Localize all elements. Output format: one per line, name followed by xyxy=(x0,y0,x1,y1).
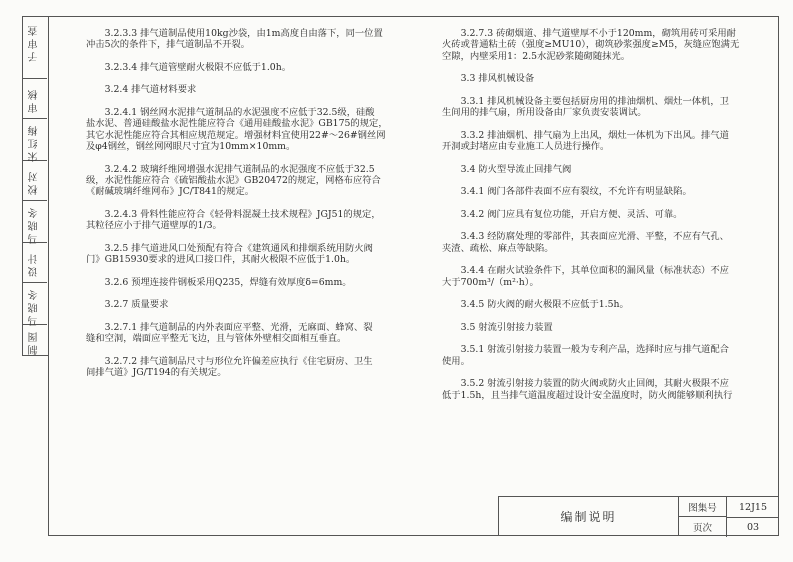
sidebar-cell-drawing xyxy=(23,325,47,356)
paragraph-line: 3.3.2 排油烟机、排气扇为上出风，烟灶一体机为下出风。排气道 xyxy=(460,129,729,141)
paragraph-line: 大于700m³/（m²·h）。 xyxy=(442,276,539,288)
paragraph-line: 3.2.5 排气道进风口处预配有符合《建筑通风和排烟系统用防火阀 xyxy=(104,242,373,254)
paragraph-line: 盐水泥、普通硅酸盐水泥性能应符合《通用硅酸盐水泥》GB175的规定， xyxy=(86,118,388,130)
paragraph-line: 3.2.7.1 排气道制品的内外表面应平整、光滑，无麻面、蜂窝、裂 xyxy=(104,321,373,333)
paragraph-line: 3.2.4.1 钢丝网水泥排气道制品的水泥强度不应低于32.5级，硅酸 xyxy=(104,107,375,119)
paragraph-line: 空隙，内壁采用1：2.5水泥砂浆随砌随抹光。 xyxy=(442,50,631,62)
paragraph-line: 3.2.3.3 排气道制品使用10kg沙袋，由1m高度自由落下，同一位置 xyxy=(104,28,383,39)
paragraph-line: 夹渣、疏松、麻点等缺陷。 xyxy=(442,242,554,254)
paragraph-line: 其粒径应小于排气道壁厚的1/3。 xyxy=(86,220,222,232)
page-number-value: 03 xyxy=(746,521,760,533)
paragraph-line: 低于1.5h，且当排气道温度超过设计安全温度时，防火阀能够顺利执行 xyxy=(442,389,733,401)
section-heading: 3.2.4 排气道材料要求 xyxy=(104,84,197,96)
paragraph-line: 及φ4钢丝，钢丝网网眼尺寸宜为10mm×10mm。 xyxy=(86,140,296,152)
title-block xyxy=(498,496,779,536)
signature-strip xyxy=(22,16,48,356)
paragraph-line: 3.2.4.2 玻璃纤维网增强水泥排气道制品的水泥强度不应低于32.5 xyxy=(104,163,375,175)
atlas-number-value: 12J15 xyxy=(727,497,779,518)
sidebar-cell-design-name xyxy=(23,283,47,325)
paragraph-line: 其它水泥性能应符合其相应规范规定。增强材料宜使用22#～26#钢丝网 xyxy=(86,129,386,141)
paragraph-line: 3.2.7.3 砖砌烟道、排气道壁厚不小于120mm，砌筑用砖可采用耐 xyxy=(460,28,736,39)
paragraph-line: 3.2.4.3 骨料性能应符合《轻骨料混凝土技术规程》JGJ51的规定， xyxy=(104,208,381,220)
right-text-column xyxy=(442,28,758,401)
section-heading: 3.3 排风机械设备 xyxy=(460,73,535,85)
sidebar-cell-check-name xyxy=(23,201,47,243)
sidebar-label: 制图 xyxy=(29,329,40,355)
sidebar-label: 马晓冬 xyxy=(29,287,40,326)
section-heading: 3.5 射流引射接力装置 xyxy=(460,321,553,333)
paragraph-line: 3.5.2 射流引射接力装置的防火阀或防火止回阀，其耐火极限不应 xyxy=(460,378,729,390)
paragraph-line: 3.4.1 阀门各部件表面不应有裂纹，不允许有明显缺陷。 xyxy=(460,186,692,198)
section-heading: 3.2.7 质量要求 xyxy=(104,299,169,311)
sidebar-label: 子审查 xyxy=(29,23,40,62)
sidebar-label: 设计 xyxy=(29,251,40,277)
paragraph-line: 开洞或封堵应由专业施工人员进行操作。 xyxy=(442,140,610,152)
sidebar-cell-reviewer xyxy=(23,17,47,79)
paragraph-line: 门》GB15930要求的进风口接口件，其耐火极限不应低于1.0h。 xyxy=(86,253,356,265)
sidebar-label: 宋红梅 xyxy=(29,123,40,162)
paragraph-line: 3.2.7.2 排气道制品尺寸与形位允许偏差应执行《住宅厨房、卫生 xyxy=(104,355,373,367)
drawing-title: 编制说明 xyxy=(499,497,679,536)
paragraph-line: 级，水泥性能应符合《硫铝酸盐水泥》GB20472的规定，网格布应符合 xyxy=(86,174,381,186)
paragraph-line: 3.2.6 预埋连接件钢板采用Q235，焊缝有效厚度δ=6mm。 xyxy=(104,276,352,288)
paragraph-line: 冲击5次的条件下，排气道制品不开裂。 xyxy=(86,39,250,51)
paragraph-line: 间排气道》JG/T194的有关规定。 xyxy=(86,366,227,378)
paragraph-line: 3.3.1 排风机械设备主要包括厨房用的排油烟机、烟灶一体机，卫 xyxy=(460,95,729,107)
paragraph-line: 使用。 xyxy=(442,355,470,367)
sidebar-cell-design xyxy=(23,243,47,283)
section-heading: 3.4 防火型导流止回排气阀 xyxy=(460,163,572,175)
paragraph-line: 《耐碱玻璃纤维网布》JC/T841的规定。 xyxy=(86,186,255,198)
paragraph-line: 生间用的排气扇，所用设备由厂家负责安装调试。 xyxy=(442,107,647,119)
left-text-column xyxy=(86,28,406,378)
sidebar-cell-audit xyxy=(23,79,47,119)
paragraph-line: 3.4.2 阀门应具有复位功能，开启方便、灵活、可靠。 xyxy=(460,208,683,220)
sidebar-cell-check xyxy=(23,161,47,201)
paragraph-line: 缝和空洞，端面应平整无飞边，且与管体外壁相交面相互垂直。 xyxy=(86,333,347,345)
sidebar-label: 校对 xyxy=(29,169,40,195)
sidebar-label: 审核 xyxy=(29,87,40,113)
atlas-number-label: 图集号 xyxy=(679,497,727,517)
paragraph-line: 3.2.3.4 排气道管壁耐火极限不应低于1.0h。 xyxy=(104,61,292,73)
sidebar-label: 马晓冬 xyxy=(29,205,40,244)
sidebar-cell-audit-name xyxy=(23,119,47,161)
paragraph-line: 3.5.1 射流引射接力装置一般为专利产品，选择时应与排气道配合 xyxy=(460,344,729,356)
paragraph-line: 3.4.4 在耐火试验条件下，其单位面积的漏风量（标准状态）不应 xyxy=(460,265,729,277)
paragraph-line: 3.4.5 防火阀的耐火极限不应低于1.5h。 xyxy=(460,299,629,311)
paragraph-line: 3.4.3 经防腐处理的零部件，其表面应光滑、平整，不应有气孔、 xyxy=(460,231,729,243)
paragraph-line: 火砖或普通粘土砖（强度≥MU10），砌筑砂浆强度≥M5，灰缝应饱满无 xyxy=(442,39,740,51)
page-number-label: 页次 xyxy=(679,517,727,537)
